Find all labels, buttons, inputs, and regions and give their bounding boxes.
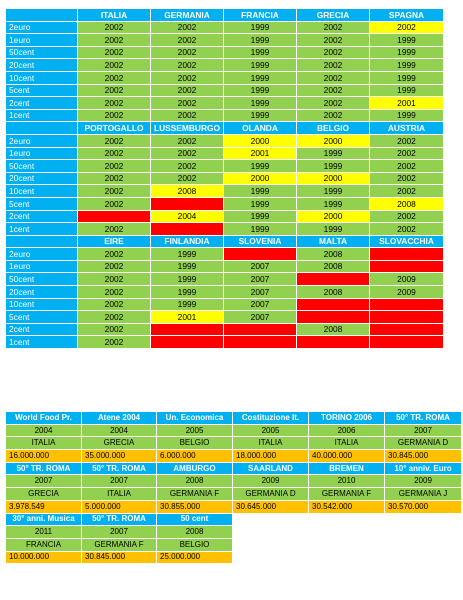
table-row (6, 412, 462, 425)
year-cell: 2002 (297, 46, 370, 59)
year-cell: 1999 (370, 71, 444, 84)
year-cell: 1999 (224, 160, 297, 173)
year-cell: 2008 (151, 185, 224, 198)
year-cell: 2002 (78, 172, 151, 185)
coin-year-cell: 2007 (82, 526, 157, 539)
year-cell (224, 323, 297, 336)
year-cell (370, 248, 444, 261)
empty-cell (233, 513, 309, 526)
coin-name-cell: AMBURGO (157, 462, 233, 475)
year-cell: 1999 (297, 223, 370, 236)
country-header: GRECIA (297, 9, 370, 22)
coin-mintage-cell: 3.978.549 (6, 500, 82, 513)
year-cell: 2002 (297, 71, 370, 84)
year-cell (224, 248, 297, 261)
year-cell (370, 298, 444, 311)
coin-year-cell: 2008 (157, 526, 233, 539)
coin-name-cell: SAARLAND (233, 462, 309, 475)
empty-cell (233, 551, 309, 564)
year-cell: 1999 (224, 46, 297, 59)
year-cell: 2002 (78, 71, 151, 84)
year-cell: 2008 (297, 286, 370, 299)
commemorative-coins-table (5, 411, 462, 564)
empty-cell (233, 538, 309, 551)
table-row (6, 160, 444, 173)
table-row (6, 109, 444, 122)
country-header: OLANDA (224, 122, 297, 135)
country-header: SLOVACCHIA (370, 235, 444, 248)
year-cell: 1999 (224, 84, 297, 97)
country-header-row (6, 235, 444, 248)
year-cell: 2002 (78, 34, 151, 47)
year-cell: 2002 (370, 210, 444, 223)
year-cell: 2000 (224, 134, 297, 147)
table-row (6, 424, 462, 437)
year-cell: 2009 (370, 286, 444, 299)
coin-mintage-cell: 6.000.000 (157, 450, 233, 463)
table-row (6, 71, 444, 84)
year-cell (151, 223, 224, 236)
table-row (6, 147, 444, 160)
year-cell: 2008 (297, 248, 370, 261)
year-cell: 2002 (78, 298, 151, 311)
coin-country-cell: GRECIA (6, 488, 82, 501)
coin-country-cell: BELGIO (157, 538, 233, 551)
coin-name-cell: 50 cent (157, 513, 233, 526)
empty-cell (233, 526, 309, 539)
denomination-label: 2cent (6, 323, 78, 336)
coin-year-cell: 2007 (6, 475, 82, 488)
coin-year-cell: 2007 (82, 475, 157, 488)
year-cell: 1999 (297, 197, 370, 210)
coin-name-cell: World Food Pr. (6, 412, 82, 425)
year-cell: 2008 (297, 323, 370, 336)
country-header: ITALIA (78, 9, 151, 22)
year-cell: 2002 (370, 147, 444, 160)
year-cell: 2002 (78, 185, 151, 198)
year-cell: 1999 (370, 34, 444, 47)
denomination-label: 20cent (6, 172, 78, 185)
year-cell: 1999 (224, 34, 297, 47)
table-row (6, 210, 444, 223)
coin-name-cell: 50° TR. ROMA (385, 412, 462, 425)
year-cell: 2000 (297, 172, 370, 185)
year-cell: 2002 (151, 34, 224, 47)
table-row (6, 336, 444, 349)
year-cell: 2008 (297, 260, 370, 273)
empty-cell (309, 538, 385, 551)
table-row (6, 462, 462, 475)
coin-mintage-cell: 35.000.000 (82, 450, 157, 463)
year-cell: 1999 (224, 210, 297, 223)
coin-year-cell: 2010 (309, 475, 385, 488)
year-cell: 2001 (370, 97, 444, 110)
year-cell: 2007 (224, 286, 297, 299)
year-cell: 2002 (78, 59, 151, 72)
denomination-label: 2euro (6, 248, 78, 261)
year-cell (151, 323, 224, 336)
table-row (6, 46, 444, 59)
coin-year-table (5, 8, 444, 349)
year-cell: 1999 (297, 185, 370, 198)
year-cell: 1999 (224, 109, 297, 122)
coin-name-cell: BREMEN (309, 462, 385, 475)
country-header: GERMANIA (151, 9, 224, 22)
year-cell: 1999 (151, 273, 224, 286)
year-cell: 2007 (224, 260, 297, 273)
year-cell: 2002 (151, 21, 224, 34)
coin-country-cell: ITALIA (82, 488, 157, 501)
year-cell: 1999 (224, 223, 297, 236)
denomination-label: 5cent (6, 197, 78, 210)
denomination-label: 5cent (6, 84, 78, 97)
denomination-label: 1euro (6, 260, 78, 273)
empty-cell (309, 513, 385, 526)
denomination-label: 10cent (6, 298, 78, 311)
empty-cell (385, 538, 462, 551)
table-row (6, 34, 444, 47)
year-cell: 2002 (297, 34, 370, 47)
year-cell (297, 311, 370, 324)
year-cell: 2007 (224, 273, 297, 286)
year-cell: 2002 (370, 160, 444, 173)
coin-name-cell: Costituzione It. (233, 412, 309, 425)
denomination-label: 10cent (6, 71, 78, 84)
denomination-label: 50cent (6, 160, 78, 173)
coin-name-cell: 50° TR. ROMA (6, 462, 82, 475)
year-cell: 2002 (297, 84, 370, 97)
year-cell: 1999 (370, 59, 444, 72)
year-cell (370, 323, 444, 336)
table-row (6, 450, 462, 463)
year-cell: 1999 (151, 248, 224, 261)
empty-cell (385, 513, 462, 526)
table-row (6, 513, 462, 526)
empty-cell (309, 551, 385, 564)
table-row (6, 273, 444, 286)
year-cell: 2002 (78, 286, 151, 299)
coin-mintage-cell: 30.542.000 (309, 500, 385, 513)
year-cell: 1999 (224, 21, 297, 34)
year-cell: 2001 (224, 147, 297, 160)
country-header: BELGIO (297, 122, 370, 135)
year-cell: 2002 (78, 97, 151, 110)
year-cell: 2001 (151, 311, 224, 324)
year-cell (370, 260, 444, 273)
year-cell (224, 336, 297, 349)
country-header: AUSTRIA (370, 122, 444, 135)
coin-name-cell: 50° TR. ROMA (82, 513, 157, 526)
coin-year-cell: 2006 (309, 424, 385, 437)
table-row (6, 260, 444, 273)
year-cell: 2002 (297, 59, 370, 72)
year-cell: 1999 (370, 46, 444, 59)
denomination-label: 5cent (6, 311, 78, 324)
coin-country-cell: GERMANIA J (385, 488, 462, 501)
denomination-label: 2cent (6, 97, 78, 110)
coin-country-cell: GERMANIA F (309, 488, 385, 501)
year-cell: 2002 (297, 109, 370, 122)
year-cell (370, 336, 444, 349)
year-cell: 2002 (78, 46, 151, 59)
year-cell: 2002 (370, 172, 444, 185)
year-cell: 2002 (297, 21, 370, 34)
year-cell: 1999 (151, 260, 224, 273)
coin-year-cell: 2004 (82, 424, 157, 437)
coin-country-cell: FRANCIA (6, 538, 82, 551)
year-cell: 2002 (78, 273, 151, 286)
year-cell: 2008 (370, 197, 444, 210)
denomination-label: 1euro (6, 34, 78, 47)
table-row (6, 59, 444, 72)
country-header: SLOVENIA (224, 235, 297, 248)
year-cell: 2000 (224, 172, 297, 185)
country-header: SPAGNA (370, 9, 444, 22)
coin-year-cell: 2005 (233, 424, 309, 437)
country-header: EIRE (78, 235, 151, 248)
country-header: FINLANDIA (151, 235, 224, 248)
year-cell: 2002 (78, 311, 151, 324)
coin-name-cell: 10° anniv. Euro (385, 462, 462, 475)
coin-mintage-cell: 16.000.000 (6, 450, 82, 463)
year-cell: 1999 (297, 160, 370, 173)
denomination-label: 10cent (6, 185, 78, 198)
year-cell: 2002 (370, 134, 444, 147)
year-cell: 1999 (224, 59, 297, 72)
year-cell: 2002 (78, 160, 151, 173)
year-cell (297, 298, 370, 311)
year-cell: 2002 (78, 260, 151, 273)
year-cell: 2002 (78, 21, 151, 34)
table-row (6, 298, 444, 311)
table-row (6, 185, 444, 198)
coin-mintage-cell: 30.855.000 (157, 500, 233, 513)
year-cell: 2002 (151, 160, 224, 173)
coin-country-cell: ITALIA (309, 437, 385, 450)
coin-mintage-cell: 30.570.000 (385, 500, 462, 513)
country-header: MALTA (297, 235, 370, 248)
year-cell: 2002 (151, 59, 224, 72)
denomination-label: 1euro (6, 147, 78, 160)
denomination-label: 20cent (6, 59, 78, 72)
year-cell: 2002 (151, 84, 224, 97)
header-corner-cell (6, 9, 78, 22)
coin-year-cell: 2009 (385, 475, 462, 488)
denomination-label: 50cent (6, 273, 78, 286)
year-cell: 1999 (224, 197, 297, 210)
year-cell: 2002 (151, 109, 224, 122)
coin-country-cell: GRECIA (82, 437, 157, 450)
table-row (6, 286, 444, 299)
header-corner-cell (6, 122, 78, 135)
year-cell: 1999 (297, 147, 370, 160)
denomination-label: 2euro (6, 21, 78, 34)
denomination-label: 2euro (6, 134, 78, 147)
year-cell: 2002 (78, 109, 151, 122)
coin-mintage-cell: 30.845.000 (82, 551, 157, 564)
year-cell: 2002 (78, 134, 151, 147)
year-cell: 1999 (224, 185, 297, 198)
country-header-row (6, 122, 444, 135)
coin-year-cell: 2007 (385, 424, 462, 437)
year-cell: 2002 (151, 46, 224, 59)
coin-country-cell: GERMANIA F (157, 488, 233, 501)
year-cell: 2009 (370, 273, 444, 286)
table-row (6, 134, 444, 147)
coin-year-cell: 2011 (6, 526, 82, 539)
year-cell: 2002 (78, 197, 151, 210)
coin-country-cell: ITALIA (233, 437, 309, 450)
year-cell: 2002 (78, 248, 151, 261)
year-cell: 2002 (78, 336, 151, 349)
table-row (6, 97, 444, 110)
country-header: PORTOGALLO (78, 122, 151, 135)
coin-country-cell: ITALIA (6, 437, 82, 450)
year-cell: 1999 (151, 286, 224, 299)
coin-mintage-cell: 10.000.000 (6, 551, 82, 564)
coin-country-cell: BELGIO (157, 437, 233, 450)
coin-mintage-cell: 25.000.000 (157, 551, 233, 564)
table-row (6, 437, 462, 450)
coin-country-cell: GERMANIA F (82, 538, 157, 551)
coin-mintage-cell: 30.645.000 (233, 500, 309, 513)
year-cell: 2002 (151, 97, 224, 110)
table-row (6, 551, 462, 564)
denomination-label: 1cent (6, 223, 78, 236)
year-cell: 1999 (151, 298, 224, 311)
coin-name-cell: 50° TR. ROMA (82, 462, 157, 475)
year-cell (151, 197, 224, 210)
coin-name-cell: Atene 2004 (82, 412, 157, 425)
denomination-label: 50cent (6, 46, 78, 59)
year-cell: 2000 (297, 210, 370, 223)
coin-name-cell: 30° anni. Musica (6, 513, 82, 526)
table-row (6, 84, 444, 97)
coin-mintage-cell: 30.845.000 (385, 450, 462, 463)
year-cell: 2002 (78, 223, 151, 236)
year-cell: 1999 (224, 97, 297, 110)
country-header-row (6, 9, 444, 22)
year-cell: 2000 (297, 134, 370, 147)
year-cell: 2007 (224, 311, 297, 324)
table-row (6, 475, 462, 488)
coin-name-cell: Un. Economica (157, 412, 233, 425)
year-cell: 2002 (370, 185, 444, 198)
year-cell: 2002 (151, 147, 224, 160)
table-row (6, 488, 462, 501)
year-cell: 2002 (78, 147, 151, 160)
coin-year-cell: 2005 (157, 424, 233, 437)
header-corner-cell (6, 235, 78, 248)
empty-cell (385, 551, 462, 564)
country-header: FRANCIA (224, 9, 297, 22)
denomination-label: 2cent (6, 210, 78, 223)
table-row (6, 538, 462, 551)
country-header: LUSSEMBURGO (151, 122, 224, 135)
coin-mintage-cell: 40.000.000 (309, 450, 385, 463)
year-cell: 2002 (151, 71, 224, 84)
coin-mintage-cell: 5.000.000 (82, 500, 157, 513)
table-row (6, 172, 444, 185)
year-cell: 2002 (151, 172, 224, 185)
year-cell: 1999 (370, 109, 444, 122)
year-cell: 2002 (78, 84, 151, 97)
year-cell: 1999 (370, 84, 444, 97)
year-cell (297, 273, 370, 286)
table-row (6, 311, 444, 324)
coin-year-cell: 2008 (157, 475, 233, 488)
year-cell: 2002 (151, 134, 224, 147)
denomination-label: 1cent (6, 336, 78, 349)
coin-mintage-cell: 18.000.000 (233, 450, 309, 463)
table-row (6, 323, 444, 336)
table-row (6, 197, 444, 210)
year-cell: 2004 (151, 210, 224, 223)
year-cell: 2002 (370, 223, 444, 236)
year-cell: 2002 (370, 21, 444, 34)
empty-cell (309, 526, 385, 539)
coin-country-cell: GERMANIA D (385, 437, 462, 450)
denomination-label: 1cent (6, 109, 78, 122)
year-cell (151, 336, 224, 349)
year-cell: 1999 (224, 71, 297, 84)
year-cell (370, 311, 444, 324)
year-cell: 2007 (224, 298, 297, 311)
table-row (6, 223, 444, 236)
year-cell: 2002 (78, 323, 151, 336)
empty-cell (385, 526, 462, 539)
coin-year-cell: 2009 (233, 475, 309, 488)
coin-country-cell: GERMANIA D (233, 488, 309, 501)
table-row (6, 500, 462, 513)
coin-year-cell: 2004 (6, 424, 82, 437)
table-row (6, 21, 444, 34)
year-cell: 2002 (297, 97, 370, 110)
table-row (6, 248, 444, 261)
year-cell (78, 210, 151, 223)
denomination-label: 20cent (6, 286, 78, 299)
coin-name-cell: TORINO 2006 (309, 412, 385, 425)
year-cell (297, 336, 370, 349)
table-row (6, 526, 462, 539)
